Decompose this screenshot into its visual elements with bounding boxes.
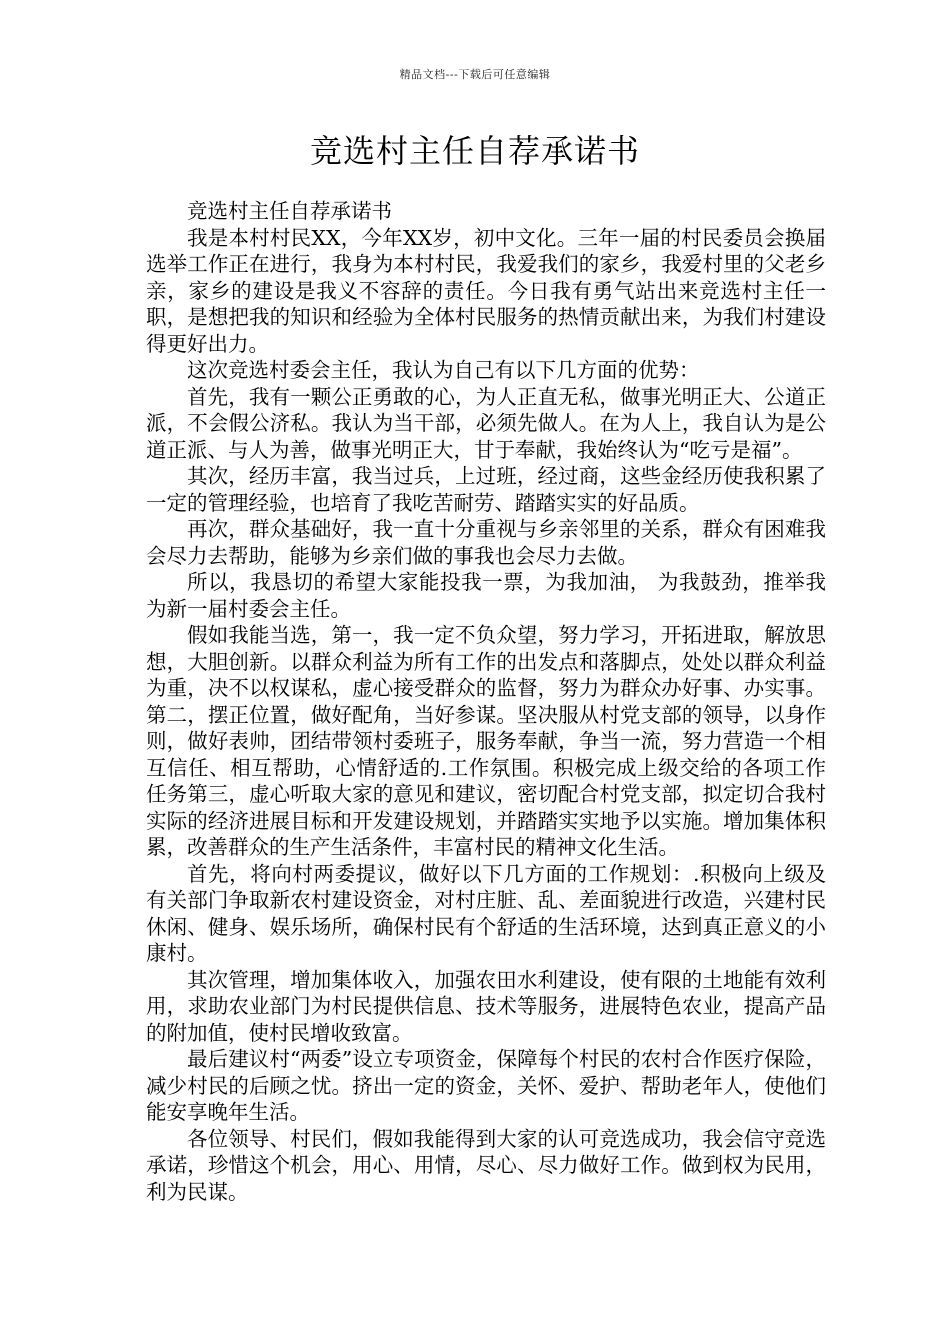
paragraph-plan-second: 其次管理，增加集体收入，加强农田水利建设，使有限的土地能有效利用，求助农业部门为村民提供信息、技术等服务，进展特色农业，提高产品的附加值，使村民增收致富。 — [146, 967, 826, 1045]
paragraph-vote-request: 所以，我恳切的希望大家能投我一票，为我加油， 为我鼓劲，推举我为新一届村委会主任。 — [146, 570, 826, 621]
paragraph-commitments: 假如我能当选，第一，我一定不负众望，努力学习，开拓进取，解放思想，大胆创新。以群众利益为所有工作的出发点和落脚点，处处以群众利益为重，决不以权谋私，虚心接受群众的监督，努力为群众办好事、办实事。第二，摆正位置，做好配角，当好参谋。坚决服从村党支部的领导，以身作则，做好表帅，团结带领村委班子，服务奉献，争当一流，努力营造一个相互信任、相互帮助，心情舒适的.工作氛围。积极完成上级交给的各项工作任务第三，虚心听取大家的意见和建议，密切配合村党支部，拟定切合我村实际的经济进展目标和开发建设规划，并踏踏实实地予以实施。增加集体积累，改善群众的生产生活条件，丰富村民的精神文化生活。 — [146, 623, 826, 859]
paragraph-subtitle: 竞选村主任自荐承诺书 — [187, 199, 392, 223]
paragraph-advantage-third: 再次，群众基础好，我一直十分重视与乡亲邻里的关系，群众有困难我会尽力去帮助，能够为乡亲们做的事我也会尽力去做。 — [146, 517, 826, 568]
document-body — [146, 198, 826, 1205]
paragraph-closing: 各位领导、村民们，假如我能得到大家的认可竞选成功，我会信守竞选承诺，珍惜这个机会，用心、用情，尽心、尽力做好工作。做到权为民用，利为民谋。 — [146, 1126, 826, 1204]
paragraph-advantages-lead: 这次竞选村委会主任，我认为自己有以下几方面的优势： — [187, 358, 700, 382]
paragraph-advantage-first: 首先，我有一颗公正勇敢的心，为人正直无私，做事光明正大、公道正派，不会假公济私。我认为当干部，必须先做人。在为人上，我自认为是公道正派、与人为善，做事光明正大，甘于奉献，我始终认为“吃亏是福”。 — [146, 384, 826, 462]
document-title: 竞选村主任自荐承诺书 — [309, 132, 640, 170]
paragraph-plan-last: 最后建议村“两委”设立专项资金，保障每个村民的农村合作医疗保险，减少村民的后顾之忧。挤出一定的资金，关怀、爱护、帮助老年人，使他们能安享晚年生活。 — [146, 1047, 826, 1124]
paragraph-advantage-second: 其次，经历丰富，我当过兵，上过班，经过商，这些金经历使我积累了一定的管理经验，也培育了我吃苦耐劳、踏踏实实的好品质。 — [146, 464, 826, 515]
header-note: 精品文档---下载后可任意编辑 — [399, 68, 551, 81]
paragraph-plan-first: 首先，将向村两委提议，做好以下几方面的工作规划：.积极向上级及有关部门争取新农村建设资金，对村庄脏、乱、差面貌进行改造，兴建村民休闲、健身、娱乐场所，确保村民有个舒适的生活环境，达到真正意义的小康村。 — [146, 861, 826, 965]
paragraph-introduction: 我是本村村民XX，今年XX岁，初中文化。三年一届的村民委员会换届选举工作正在进行，我身为本村村民，我爱我们的家乡，我爱村里的父老乡亲，家乡的建设是我义不容辞的责任。今日我有勇气站出来竞选村主任一职，是想把我的知识和经验为全体村民服务的热情贡献出来，为我们村建设得更好出力。 — [146, 225, 826, 356]
